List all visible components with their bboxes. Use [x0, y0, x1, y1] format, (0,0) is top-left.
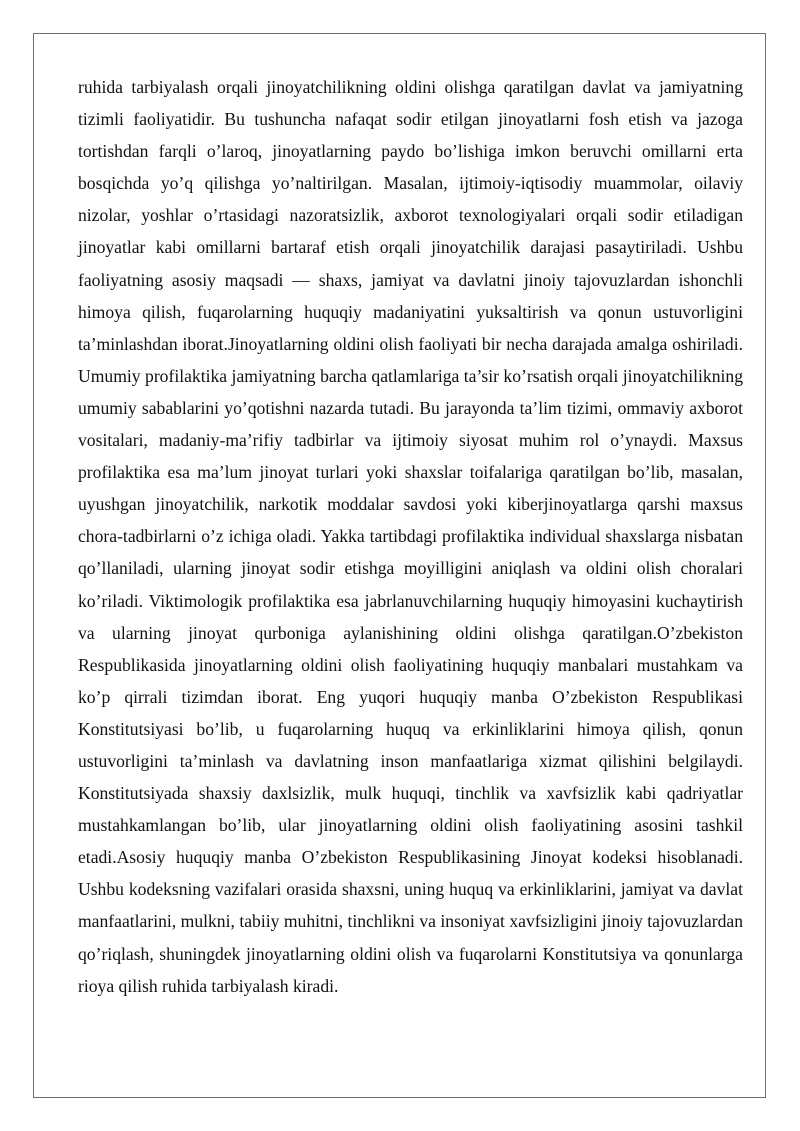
page-frame	[33, 33, 766, 1098]
body-paragraph: ruhida tarbiyalash orqali jinoyatchilikning oldini olishga qaratilgan davlat va jamiyatning tizimli faoliyatidir. Bu tushuncha nafaqat sodir etilgan jinoyatlarni fosh etish va jazoga tortishdan farqli o’laroq, jinoyatlarning paydo bo’lishiga imkon beruvchi omillarni erta bosqichda yo’q qilishga yo’naltirilgan. Masalan, ijtimoiy-iqtisodiy muammolar, oilaviy nizolar, yoshlar o’rtasidagi nazoratsizlik, axborot texnologiyalari orqali sodir etiladigan jinoyatlar kabi omillarni bartaraf etish orqali jinoyatchilik darajasi pasaytiriladi. Ushbu faoliyatning asosiy maqsadi — shaxs, jamiyat va davlatni jinoiy tajovuzlardan ishonchli himoya qilish, fuqarolarning huquqiy madaniyatini yuksaltirish va qonun ustuvorligini ta’minlashdan iborat.Jinoyatlarning oldini olish faoliyati bir necha darajada amalga oshiriladi. Umumiy profilaktika jamiyatning barcha qatlamlariga ta’sir ko’rsatish orqali jinoyatchilikning umumiy sabablarini yo’qotishni nazarda tutadi. Bu jarayonda ta’lim tizimi, ommaviy axborot vositalari, madaniy-ma’rifiy tadbirlar va ijtimoiy siyosat muhim rol o’ynaydi. Maxsus profilaktika esa ma’lum jinoyat turlari yoki shaxslar toifalariga qaratilgan bo’lib, masalan, uyushgan jinoyatchilik, narkotik moddalar savdosi yoki kiberjinoyatlarga qarshi maxsus chora-tadbirlarni o’z ichiga oladi. Yakka tartibdagi profilaktika individual shaxslarga nisbatan qo’llaniladi, ularning jinoyat sodir etishga moyilligini aniqlash va oldini olish choralari ko’riladi. Viktimologik profilaktika esa jabrlanuvchilarning huquqiy himoyasini kuchaytirish va ularning jinoyat qurboniga aylanishining oldini olishga qaratilgan.O’zbekiston Respublikasida jinoyatlarning oldini olish faoliyatining huquqiy manbalari mustahkam va ko’p qirrali tizimdan iborat. Eng yuqori huquqiy manba O’zbekiston Respublikasi Konstitutsiyasi bo’lib, u fuqarolarning huquq va erkinliklarini himoya qilish, qonun ustuvorligini ta’minlash va davlatning inson manfaatlariga xizmat qilishini belgilaydi. Konstitutsiyada shaxsiy daxlsizlik, mulk huquqi, tinchlik va xavfsizlik kabi qadriyatlar mustahkamlangan bo’lib, ular jinoyatlarning oldini olish faoliyatining asosini tashkil etadi.Asosiy huquqiy manba O’zbekiston Respublikasining Jinoyat kodeksi hisoblanadi. Ushbu kodeksning vazifalari orasida shaxsni, uning huquq va erkinliklarini, jamiyat va davlat manfaatlarini, mulkni, tabiiy muhitni, tinchlikni va insoniyat xavfsizligini jinoiy tajovuzlardan qo’riqlash, shuningdek jinoyatlarning oldini olish va fuqarolarni Konstitutsiya va qonunlarga rioya qilish ruhida tarbiyalash kiradi.	[78, 77, 743, 996]
